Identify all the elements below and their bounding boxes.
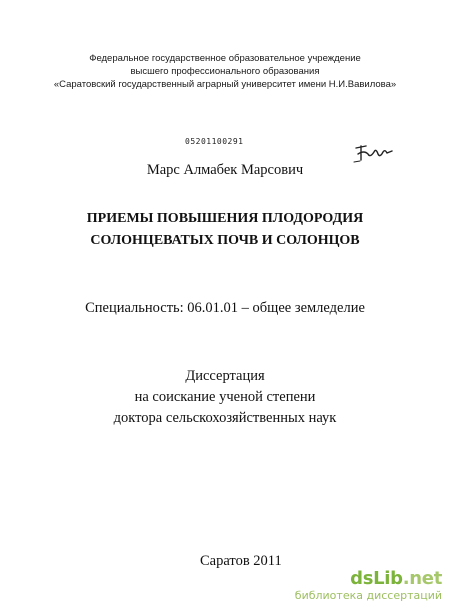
city-year: Саратов 2011	[200, 553, 282, 569]
watermark-logo	[295, 569, 442, 589]
thesis-line-3: доктора сельскохозяйственных наук	[113, 410, 337, 426]
specialty: Специальность: 06.01.01 – общее земледелие	[85, 300, 365, 316]
title-line-1: ПРИЕМЫ ПОВЫШЕНИЯ ПЛОДОРОДИЯ	[86, 211, 364, 226]
watermark	[295, 569, 442, 602]
institution-line-1: Федеральное государственное образовательное учреждение	[89, 53, 361, 64]
watermark-logo-part-1: dsLib	[350, 568, 403, 589]
institution-header	[40, 52, 410, 91]
title-line-2: СОЛОНЦЕВАТЫХ ПОЧВ И СОЛОНЦОВ	[90, 233, 360, 248]
institution-line-2: высшего профессионального образования	[130, 66, 320, 77]
document-code: 05201100291	[185, 137, 244, 146]
watermark-subtitle: библиотека диссертаций	[294, 589, 442, 602]
author-name: Марс Алмабек Марсович	[146, 162, 304, 178]
thesis-description	[0, 366, 450, 429]
institution-line-3: «Саратовский государственный аграрный университет имени Н.И.Вавилова»	[53, 79, 397, 90]
thesis-title	[0, 208, 450, 252]
thesis-line-2: на соискание ученой степени	[134, 389, 316, 405]
watermark-logo-part-2: .net	[402, 568, 442, 589]
thesis-line-1: Диссертация	[185, 368, 265, 384]
